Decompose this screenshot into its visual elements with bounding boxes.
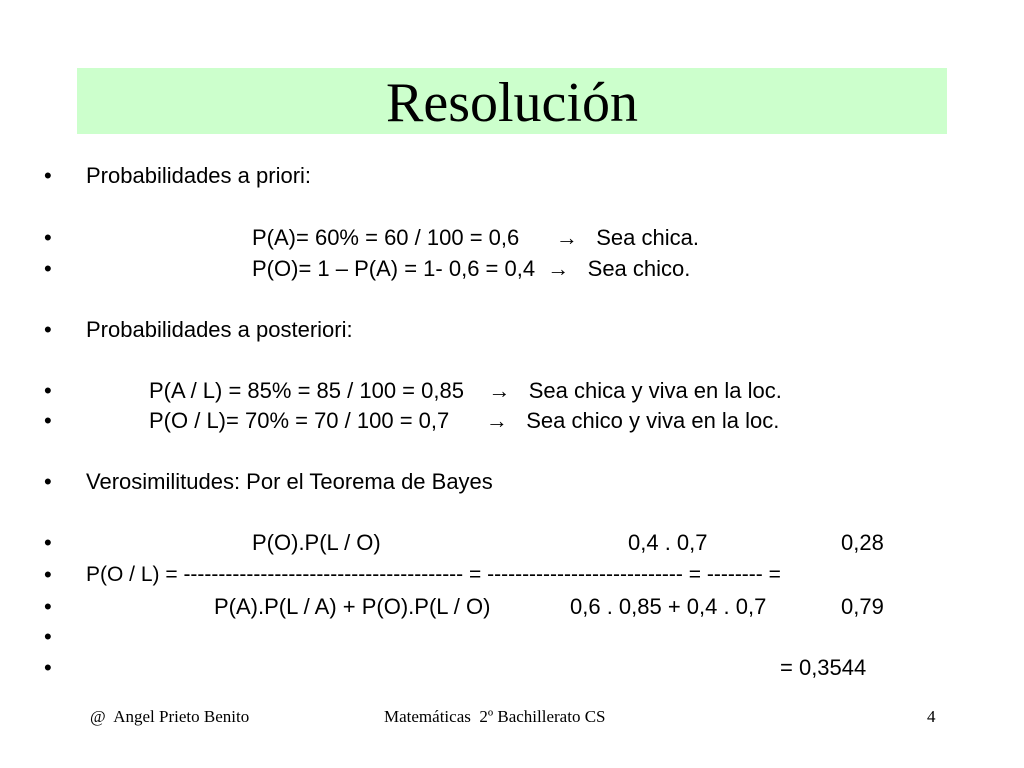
- equation-pol: P(O / L)= 70% = 70 / 100 = 0,7 → Sea chico y viva en la loc.: [149, 408, 780, 433]
- numerator-result: 0,28: [841, 530, 884, 555]
- fraction-denominator: P(A).P(L / A) + P(O).P(L / O): [214, 594, 491, 619]
- bayes-fraction-line: P(O / L) = ---------------------------------------- = ---------------------------- = -------- =: [86, 563, 781, 586]
- denominator-value: 0,6 . 0,85 + 0,4 . 0,7: [570, 594, 767, 619]
- heading-priori: Probabilidades a priori:: [86, 163, 312, 188]
- bullet: •: [44, 256, 52, 281]
- bullet: •: [44, 163, 52, 188]
- heading-posteriori: Probabilidades a posteriori:: [86, 317, 353, 342]
- bullet: •: [44, 225, 52, 250]
- bullet: •: [44, 317, 52, 342]
- equation-pal: P(A / L) = 85% = 85 / 100 = 0,85 → Sea chica y viva en la loc.: [149, 378, 782, 403]
- heading-verosimilitudes: Verosimilitudes: Por el Teorema de Bayes: [86, 469, 493, 494]
- slide-title: Resolución: [386, 72, 638, 134]
- title-banner: [77, 68, 947, 134]
- footer-author: @ Angel Prieto Benito: [90, 707, 250, 726]
- bullet: •: [44, 562, 52, 587]
- bullet: •: [44, 530, 52, 555]
- bullet: •: [44, 408, 52, 433]
- numerator-value: 0,4 . 0,7: [628, 530, 708, 555]
- final-result: = 0,3544: [780, 655, 867, 680]
- bullet: •: [44, 469, 52, 494]
- bullet: •: [44, 655, 52, 680]
- denominator-result: 0,79: [841, 594, 884, 619]
- fraction-numerator: P(O).P(L / O): [252, 530, 381, 555]
- equation-po: P(O)= 1 – P(A) = 1- 0,6 = 0,4 → Sea chico.: [252, 256, 691, 281]
- footer-course: Matemáticas 2º Bachillerato CS: [384, 707, 606, 726]
- bullet: •: [44, 594, 52, 619]
- equation-pa: P(A)= 60% = 60 / 100 = 0,6 → Sea chica.: [252, 225, 699, 250]
- bullet: •: [44, 624, 52, 649]
- footer-page-number: 4: [927, 707, 936, 726]
- bullet: •: [44, 378, 52, 403]
